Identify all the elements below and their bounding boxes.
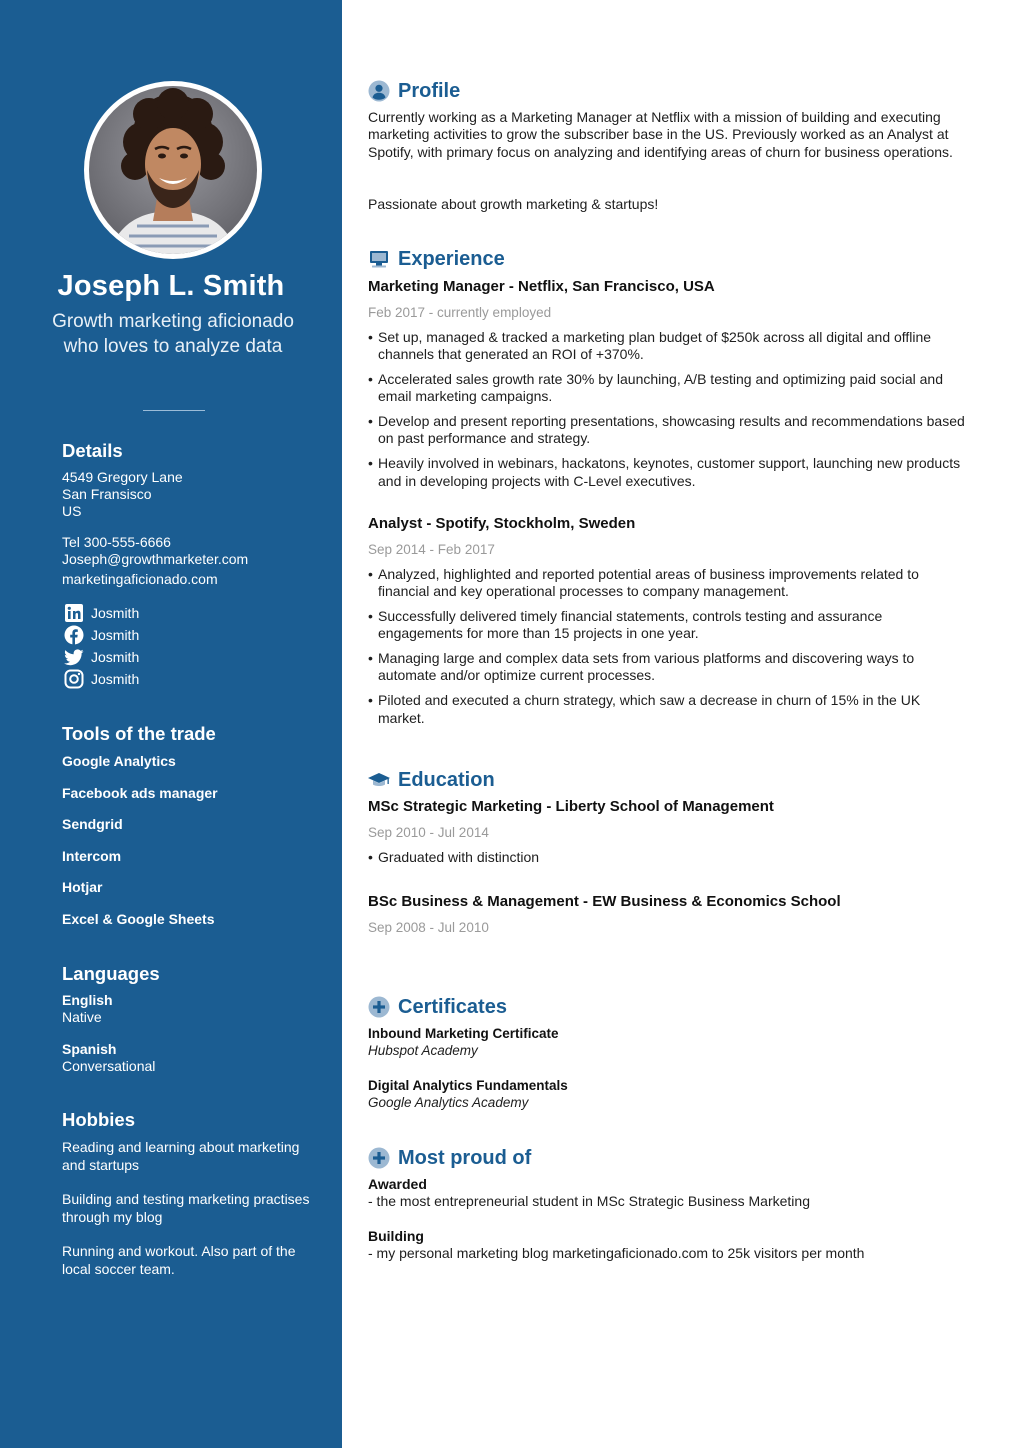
education-title: Education xyxy=(398,768,495,791)
twitter-icon xyxy=(64,647,84,667)
user-icon xyxy=(368,80,390,102)
list-item: • Graduated with distinction xyxy=(368,849,968,866)
contact xyxy=(62,534,248,588)
list-item: • Managing large and complex data sets from various platforms and discovering ways to automate and/or optimize current processes. xyxy=(368,650,968,685)
job-title: Marketing Manager - Netflix, San Francisco, USA xyxy=(368,278,715,295)
list-item: • Analyzed, highlighted and reported potential areas of business improvements related to financial and key operational processes to company management. xyxy=(368,566,968,601)
address-line: 4549 Gregory Lane xyxy=(62,469,183,485)
plus-circle-icon xyxy=(368,996,390,1018)
phone: Tel 300-555-6666 xyxy=(62,534,171,550)
job-title: Analyst - Spotify, Stockholm, Sweden xyxy=(368,515,636,532)
tool-item: Sendgrid xyxy=(62,816,123,832)
profile-passion: Passionate about growth marketing & startups! xyxy=(368,196,659,212)
certificate-name: Inbound Marketing Certificate xyxy=(368,1026,559,1041)
list-item: • Successfully delivered timely financial statements, controls testing and assurance engagements for more than 15 projects in one year. xyxy=(368,608,968,643)
list-item: • Heavily involved in webinars, hackatons, keynotes, customer support, launching new products and in developing projects with C-Level executives. xyxy=(368,455,968,490)
job-bullets xyxy=(368,329,968,497)
profile-photo xyxy=(89,86,257,254)
proud-label: Awarded xyxy=(368,1176,427,1192)
address xyxy=(62,469,183,520)
languages-title: Languages xyxy=(62,963,160,984)
social-linkedin[interactable] xyxy=(64,603,139,623)
proud-text: - the most entrepreneurial student in MSc Strategic Business Marketing xyxy=(368,1193,810,1209)
hobby-item: Reading and learning about marketing and startups xyxy=(62,1139,300,1173)
facebook-icon xyxy=(64,625,84,645)
profile-summary: Currently working as a Marketing Manager at Netflix with a mission of building and executing marketing activities to grow the subscriber base in the US. Previously worked as an Analyst at Spotify, with primary focus on analyzing and identifying areas of churn for business operations. xyxy=(368,109,953,160)
tool-item: Facebook ads manager xyxy=(62,785,218,801)
plus-circle-icon xyxy=(368,1147,390,1169)
job-dates: Sep 2014 - Feb 2017 xyxy=(368,542,495,557)
social-facebook[interactable] xyxy=(64,625,139,645)
instagram-icon xyxy=(64,669,84,689)
email-link[interactable]: Joseph@growthmarketer.com xyxy=(62,551,249,567)
tool-item: Excel & Google Sheets xyxy=(62,911,215,927)
social-handle: Josmith xyxy=(91,649,140,665)
address-line: San Fransisco xyxy=(62,486,152,502)
social-instagram[interactable] xyxy=(64,669,139,689)
certificate-issuer: Google Analytics Academy xyxy=(368,1095,529,1110)
certificate-issuer: Hubspot Academy xyxy=(368,1043,478,1058)
certificates-title: Certificates xyxy=(398,995,507,1018)
profile-heading xyxy=(368,78,460,104)
certificate-name: Digital Analytics Fundamentals xyxy=(368,1078,568,1093)
proud-label: Building xyxy=(368,1228,424,1244)
language-level: Conversational xyxy=(62,1058,156,1074)
language-item xyxy=(62,1041,155,1075)
person-tagline: Growth marketing aficionado who loves to analyze data xyxy=(52,311,294,357)
degree-dates: Sep 2008 - Jul 2010 xyxy=(368,920,489,935)
proud-title: Most proud of xyxy=(398,1146,532,1169)
language-level: Native xyxy=(62,1009,102,1025)
job-bullets xyxy=(368,566,968,734)
language-name: Spanish xyxy=(62,1041,117,1057)
certificates-heading xyxy=(368,994,507,1020)
linkedin-icon xyxy=(64,603,84,623)
job-dates: Feb 2017 - currently employed xyxy=(368,305,552,320)
details-title: Details xyxy=(62,440,123,461)
social-handle: Josmith xyxy=(91,605,140,621)
social-twitter[interactable] xyxy=(64,647,139,667)
hobbies-title: Hobbies xyxy=(62,1109,135,1130)
graduation-cap-icon xyxy=(368,769,390,791)
list-item: • Piloted and executed a churn strategy, which saw a decrease in churn of 15% in the UK market. xyxy=(368,692,968,727)
list-item: • Develop and present reporting presentations, showcasing results and recommendations based on past performance and strategy. xyxy=(368,413,968,448)
list-item: • Accelerated sales growth rate 30% by launching, A/B testing and optimizing paid social and email marketing campaigns. xyxy=(368,371,968,406)
address-line: US xyxy=(62,503,82,519)
profile-title: Profile xyxy=(398,79,461,102)
tool-item: Google Analytics xyxy=(62,753,176,769)
social-handle: Josmith xyxy=(91,627,140,643)
website-link[interactable]: marketingaficionado.com xyxy=(62,571,218,587)
degree-dates: Sep 2010 - Jul 2014 xyxy=(368,825,489,840)
person-name: Joseph L. Smith xyxy=(57,270,285,302)
degree-bullets xyxy=(368,849,968,874)
experience-heading xyxy=(368,246,505,272)
hobby-item: Building and testing marketing practises through my blog xyxy=(62,1191,310,1225)
tools-title: Tools of the trade xyxy=(62,723,216,744)
computer-icon xyxy=(368,248,390,270)
sidebar xyxy=(0,0,342,1448)
proud-text: - my personal marketing blog marketingaficionado.com to 25k visitors per month xyxy=(368,1245,865,1261)
hobby-item: Running and workout. Also part of the local soccer team. xyxy=(62,1243,296,1277)
proud-heading xyxy=(368,1145,531,1171)
experience-title: Experience xyxy=(398,247,505,270)
sidebar-divider xyxy=(143,410,205,411)
social-handle: Josmith xyxy=(91,671,140,687)
tool-item: Intercom xyxy=(62,848,122,864)
degree-title: MSc Strategic Marketing - Liberty School of Management xyxy=(368,798,774,815)
language-name: English xyxy=(62,992,113,1008)
language-item xyxy=(62,992,113,1026)
degree-title: BSc Business & Management - EW Business & Economics School xyxy=(368,893,841,910)
tool-item: Hotjar xyxy=(62,879,103,895)
list-item: • Set up, managed & tracked a marketing plan budget of $250k across all digital and offline channels that generated an ROI of +370%. xyxy=(368,329,968,364)
avatar xyxy=(84,81,262,259)
education-heading xyxy=(368,767,495,793)
